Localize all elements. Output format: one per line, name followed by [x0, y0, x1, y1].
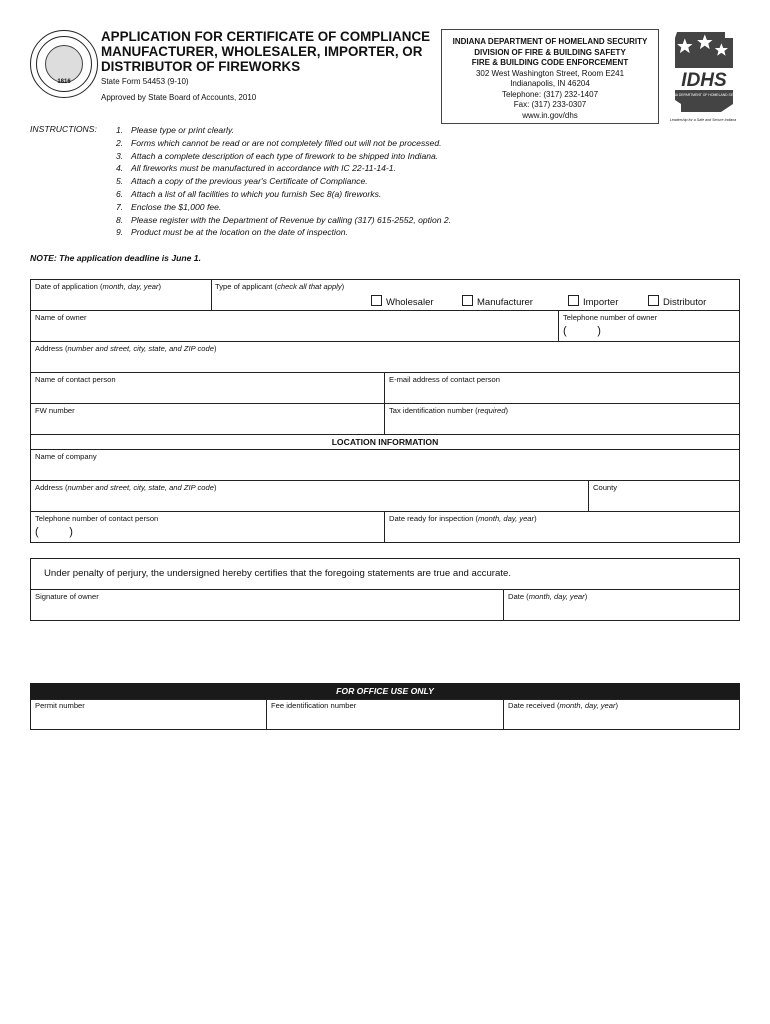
- county-field[interactable]: County: [593, 483, 618, 492]
- logo-text: IDHS: [681, 70, 727, 91]
- state-form-number: State Form 54453 (9-10): [101, 77, 189, 86]
- seal-year: 1816: [57, 79, 71, 85]
- logo-tagline: Leadership for a Safe and Secure Indiana: [669, 118, 737, 122]
- instructions-label: INSTRUCTIONS:: [30, 124, 97, 134]
- state-seal: [30, 30, 98, 98]
- agency-address1: 302 West Washington Street, Room E241: [475, 68, 625, 78]
- fw-number-field[interactable]: FW number: [35, 406, 75, 415]
- office-use-box: [30, 699, 740, 730]
- agency-fax: Fax: (317) 233-0307: [513, 100, 587, 109]
- agency-name: INDIANA DEPARTMENT OF HOMELAND SECURITY: [452, 37, 648, 46]
- instruction-item: 3. Attach a complete description of each type of firework to be shipped into Indiana.: [116, 150, 439, 161]
- importer-checkbox[interactable]: Importer: [568, 295, 618, 308]
- agency-section: FIRE & BUILDING CODE ENFORCEMENT: [471, 58, 629, 67]
- contact-phone-parens: ( ): [35, 526, 73, 538]
- permit-number-field[interactable]: Permit number: [35, 701, 85, 710]
- contact-phone-field[interactable]: Telephone number of contact person: [35, 514, 159, 523]
- fee-id-field[interactable]: Fee identification number: [271, 701, 357, 710]
- wholesaler-checkbox[interactable]: Wholesaler: [371, 295, 434, 308]
- contact-name-field[interactable]: Name of contact person: [35, 375, 116, 384]
- form-title: APPLICATION FOR CERTIFICATE OF COMPLIANCE MANUFACTURER, WHOLESALER, IMPORTER, OR DISTRIBUTOR OF FIREWORKS: [101, 29, 431, 74]
- date-of-application-field[interactable]: Date of application (month, day, year): [35, 282, 162, 291]
- owner-phone-parens: ( ): [563, 325, 601, 337]
- logo-subtext: INDIANA DEPARTMENT OF HOMELAND SECURITY: [664, 93, 746, 97]
- perjury-statement: Under penalty of perjury, the undersigned hereby certifies that the foregoing statements are true and accurate.: [44, 568, 511, 579]
- instruction-item: 6. Attach a list of all facilities to which you furnish Sec 8(a) fireworks.: [116, 188, 382, 199]
- instruction-item: 1. Please type or print clearly.: [116, 125, 235, 135]
- agency-address2: Indianapolis, IN 46204: [510, 79, 590, 88]
- instruction-item: 8. Please register with the Department of Revenue by calling (317) 615-2552, option 2.: [116, 214, 452, 225]
- instructions-list: [116, 124, 451, 239]
- owner-address-field[interactable]: Address (number and street, city, state, and ZIP code): [35, 344, 217, 353]
- office-use-heading: FOR OFFICE USE ONLY: [30, 683, 740, 699]
- agency-box: [441, 29, 659, 124]
- company-name-field[interactable]: Name of company: [35, 452, 97, 461]
- owner-signature-field[interactable]: Signature of owner: [35, 592, 99, 601]
- instruction-item: 9. Product must be at the location on the date of inspection.: [116, 227, 348, 238]
- date-received-field[interactable]: Date received (month, day, year): [508, 701, 619, 710]
- inspection-date-field[interactable]: Date ready for inspection (month, day, year): [389, 514, 537, 523]
- distributor-checkbox[interactable]: Distributor: [648, 295, 706, 308]
- approval-line: Approved by State Board of Accounts, 2010: [101, 93, 257, 102]
- type-of-applicant-label: Type of applicant (check all that apply): [215, 282, 345, 291]
- instruction-item: 4. All fireworks must be manufactured in accordance with IC 22-11-14-1.: [116, 163, 396, 174]
- instruction-item: 7. Enclose the $1,000 fee.: [116, 201, 222, 212]
- instruction-item: 5. Attach a copy of the previous year's Certificate of Compliance.: [116, 176, 368, 187]
- agency-web: www.in.gov/dhs: [522, 110, 578, 120]
- tax-id-field[interactable]: Tax identification number (required): [389, 406, 509, 415]
- deadline-note: NOTE: The application deadline is June 1.: [30, 253, 201, 263]
- manufacturer-checkbox[interactable]: Manufacturer: [462, 295, 533, 308]
- idhs-logo: [664, 30, 746, 122]
- instruction-item: 2. Forms which cannot be read or are not completely filled out will not be processed.: [116, 137, 442, 148]
- agency-division: DIVISION OF FIRE & BUILDING SAFETY: [474, 47, 626, 57]
- owner-phone-field[interactable]: Telephone number of owner: [563, 313, 658, 322]
- location-address-field[interactable]: Address (number and street, city, state, and ZIP code): [35, 483, 217, 492]
- location-heading: LOCATION INFORMATION: [331, 437, 439, 447]
- signature-date-field[interactable]: Date (month, day, year): [508, 592, 588, 601]
- contact-email-field[interactable]: E-mail address of contact person: [389, 375, 501, 384]
- agency-phone: Telephone: (317) 232-1407: [501, 89, 599, 99]
- owner-name-field[interactable]: Name of owner: [35, 313, 87, 322]
